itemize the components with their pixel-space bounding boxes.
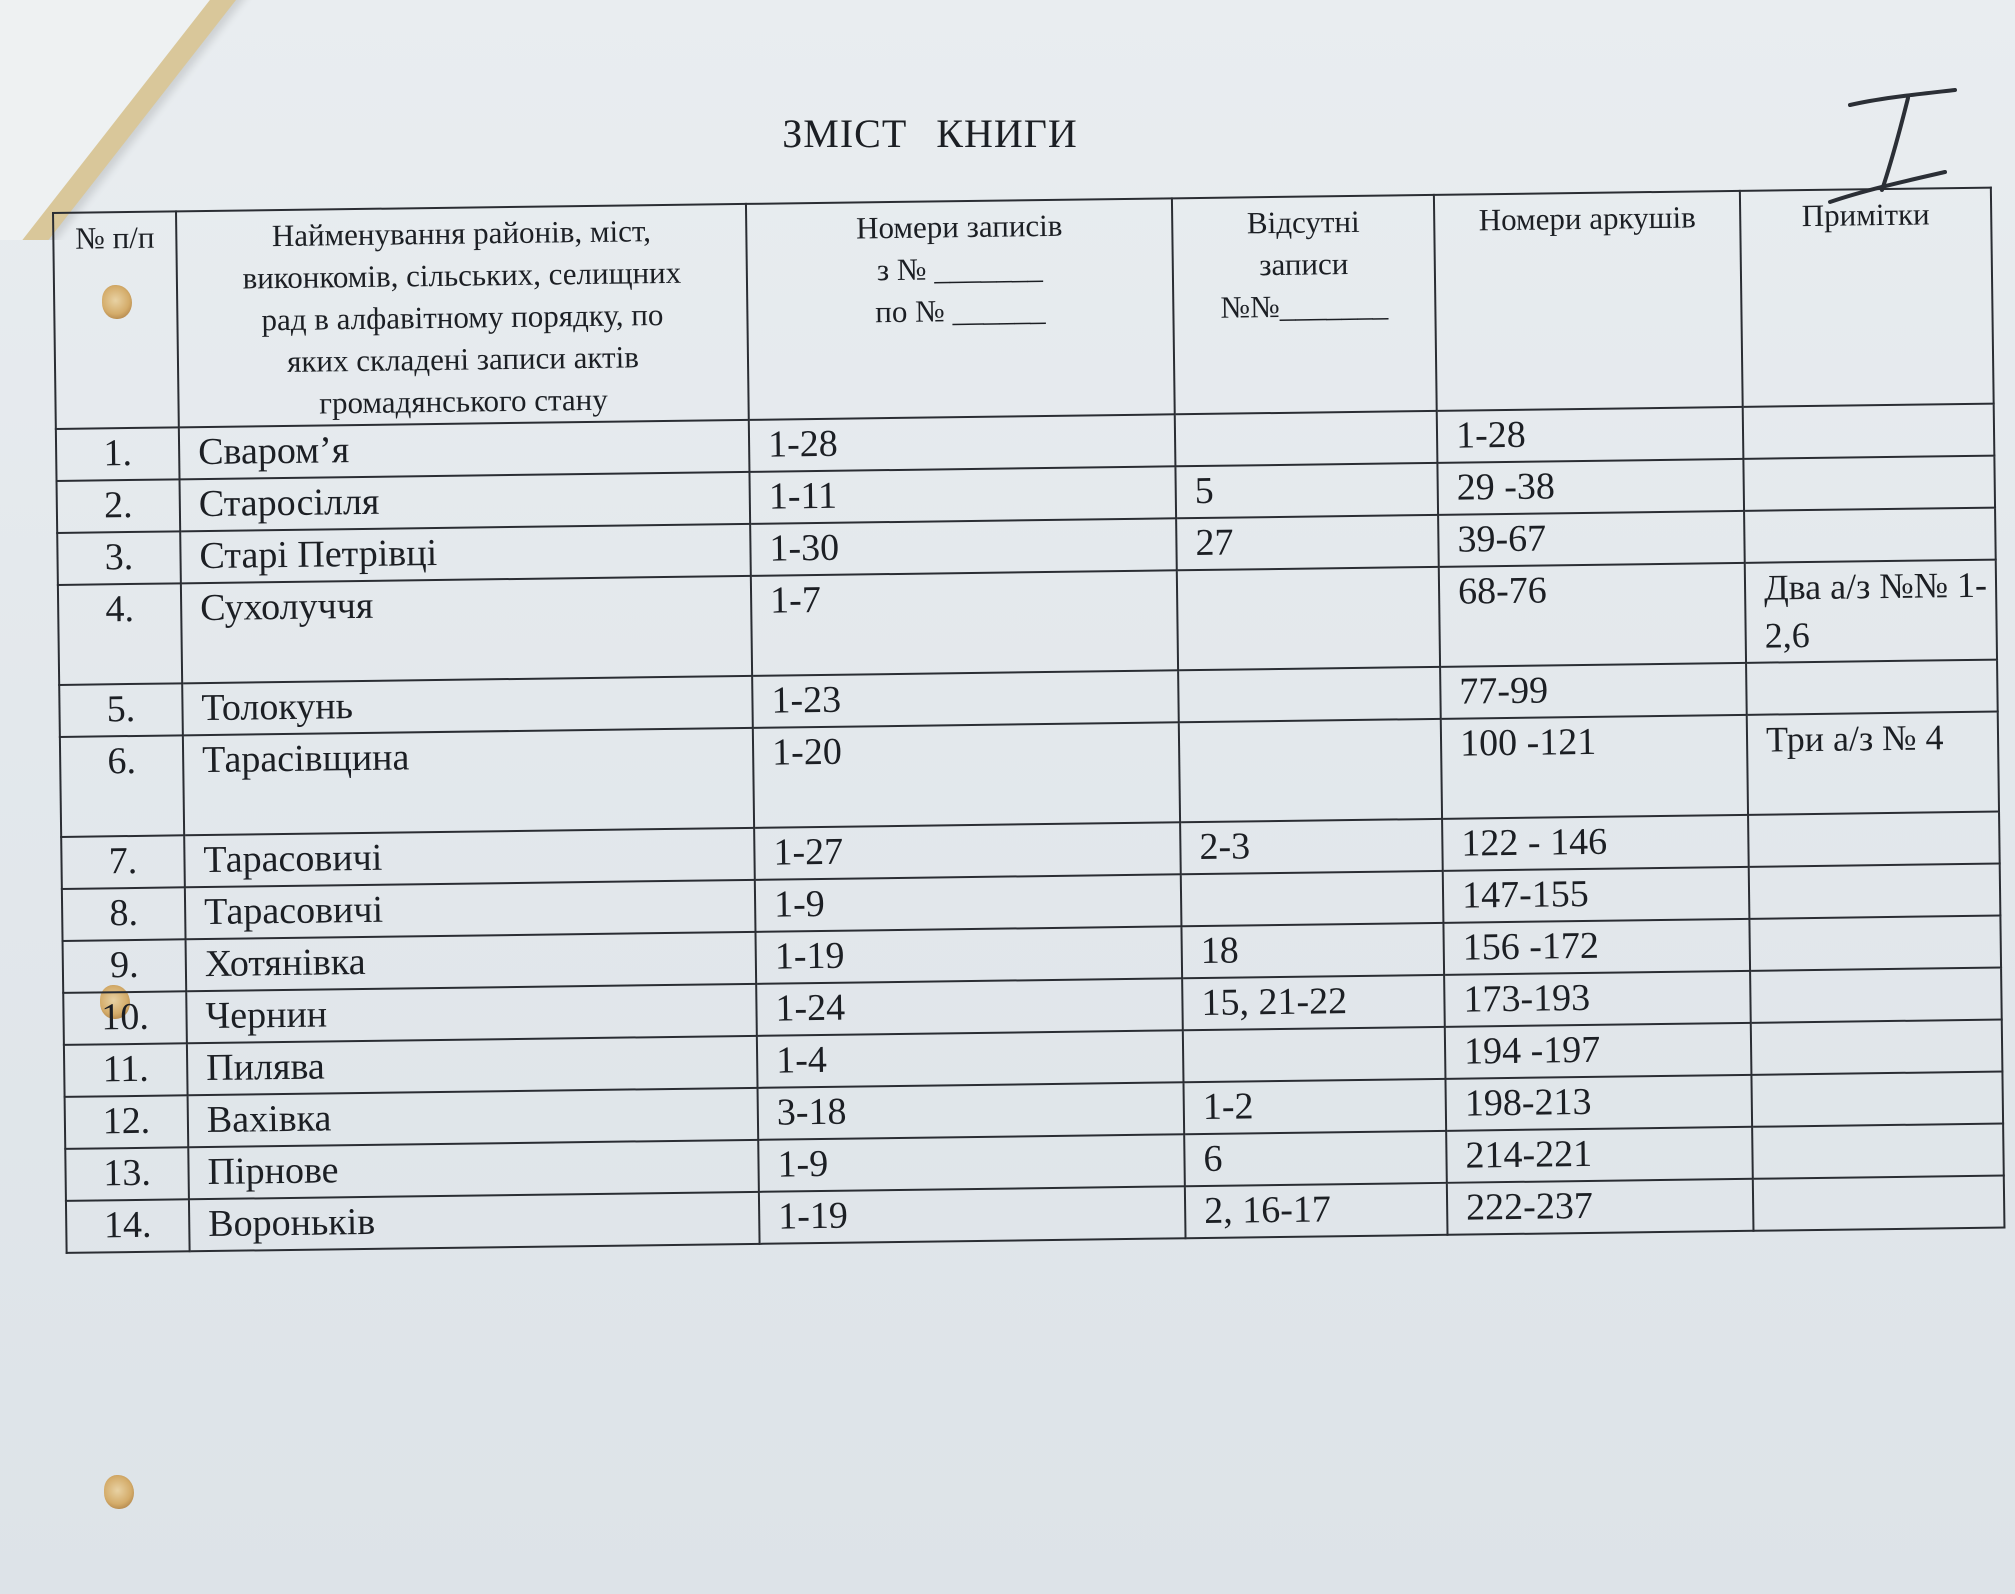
row-records: 1-20 (753, 722, 1180, 828)
row-note (1744, 508, 1996, 563)
row-name: Толокунь (182, 676, 753, 735)
row-name: Тарасівщина (183, 728, 754, 835)
row-missing: 18 (1181, 923, 1444, 978)
row-number: 11. (64, 1043, 188, 1097)
row-sheets: 77-99 (1440, 663, 1747, 719)
row-sheets: 122 - 146 (1442, 815, 1749, 871)
row-name: Чернин (186, 984, 757, 1043)
row-name: Сваром’я (179, 420, 750, 479)
row-missing: 15, 21-22 (1182, 975, 1445, 1030)
row-note (1751, 1020, 2003, 1075)
row-missing: 1-2 (1183, 1079, 1446, 1134)
row-name: Пірнове (188, 1140, 759, 1199)
row-records: 1-19 (755, 926, 1182, 984)
row-missing (1177, 567, 1440, 670)
row-sheets: 198-213 (1445, 1075, 1752, 1131)
row-number: 9. (63, 939, 187, 993)
row-sheets: 147-155 (1443, 867, 1750, 923)
row-name: Тарасовичі (184, 828, 755, 887)
row-missing (1181, 871, 1444, 926)
row-number: 5. (59, 683, 183, 737)
row-records: 1-19 (759, 1186, 1186, 1244)
row-number: 13. (65, 1147, 189, 1201)
column-header-sheets: Номери аркушів (1434, 191, 1743, 411)
row-records: 1-9 (758, 1134, 1185, 1192)
row-sheets: 68-76 (1439, 563, 1746, 667)
row-sheets: 29 -38 (1437, 459, 1744, 515)
row-note (1751, 1072, 2003, 1127)
column-header-missing: Відсутні записи №№_______ (1172, 195, 1437, 414)
row-note (1749, 864, 2001, 919)
row-missing (1178, 667, 1441, 722)
row-number: 8. (62, 887, 186, 941)
row-number: 7. (61, 835, 185, 889)
row-records: 1-4 (757, 1030, 1184, 1088)
row-missing (1175, 411, 1438, 466)
punch-hole (104, 1475, 134, 1509)
row-records: 1-24 (756, 978, 1183, 1036)
row-note (1743, 404, 1995, 459)
row-sheets: 214-221 (1446, 1127, 1753, 1183)
row-name: Пилява (187, 1036, 758, 1095)
contents-table (52, 187, 2005, 1254)
row-note: Три а/з № 4 (1747, 712, 1999, 815)
row-sheets: 1-28 (1437, 407, 1744, 463)
table-header-row (53, 188, 1994, 429)
row-note (1752, 1124, 2004, 1179)
row-sheets: 222-237 (1447, 1179, 1754, 1235)
row-number: 10. (63, 991, 187, 1045)
row-name: Старі Петрівці (180, 524, 751, 583)
row-name: Вахівка (188, 1088, 759, 1147)
row-missing (1183, 1027, 1446, 1082)
row-note (1743, 456, 1995, 511)
row-note (1753, 1176, 2005, 1231)
row-missing (1179, 719, 1442, 822)
row-number: 14. (66, 1199, 190, 1253)
row-name: Старосілля (180, 472, 751, 531)
row-missing: 27 (1176, 515, 1439, 570)
row-number: 2. (57, 479, 181, 533)
row-number: 4. (58, 583, 182, 685)
page-title: ЗМІСТ КНИГИ (782, 111, 1078, 156)
row-missing: 6 (1184, 1131, 1447, 1186)
row-records: 1-30 (750, 518, 1177, 576)
row-sheets: 100 -121 (1441, 715, 1748, 819)
row-name: Тарасовичі (185, 880, 756, 939)
column-header-number: № п/п (53, 211, 179, 429)
row-name: Сухолуччя (181, 576, 752, 683)
row-sheets: 156 -172 (1443, 919, 1750, 975)
row-missing: 2-3 (1180, 819, 1443, 874)
row-note: Два а/з №№ 1-2,6 (1745, 560, 1997, 663)
column-header-records: Номери записів з № _______ по № ______ (746, 198, 1175, 420)
row-missing: 2, 16-17 (1185, 1183, 1448, 1238)
row-records: 1-9 (755, 874, 1182, 932)
row-records: 1-23 (752, 670, 1179, 728)
row-name: Хотянівка (186, 932, 757, 991)
row-records: 1-27 (754, 822, 1181, 880)
row-number: 6. (60, 735, 184, 837)
column-header-notes: Примітки (1740, 188, 1994, 407)
row-sheets: 194 -197 (1445, 1023, 1752, 1079)
row-missing: 5 (1175, 463, 1438, 518)
row-records: 1-28 (749, 414, 1176, 472)
row-sheets: 39-67 (1438, 511, 1745, 567)
row-name: Вороньків (189, 1192, 760, 1251)
row-number: 12. (65, 1095, 189, 1149)
contents-table-wrapper (52, 187, 2003, 1254)
row-records: 3-18 (758, 1082, 1185, 1140)
row-number: 3. (57, 531, 181, 585)
row-number: 1. (56, 427, 180, 481)
row-records: 1-11 (749, 466, 1176, 524)
row-note (1750, 968, 2002, 1023)
row-note (1748, 812, 2000, 867)
column-header-name: Найменування районів, міст, виконкомів, сільських, селищних рад в алфавітному порядку, по яких складені записи актів громадянського стану (176, 204, 749, 427)
row-sheets: 173-193 (1444, 971, 1751, 1027)
row-note (1746, 660, 1998, 715)
row-records: 1-7 (751, 570, 1178, 676)
row-note (1749, 916, 2001, 971)
